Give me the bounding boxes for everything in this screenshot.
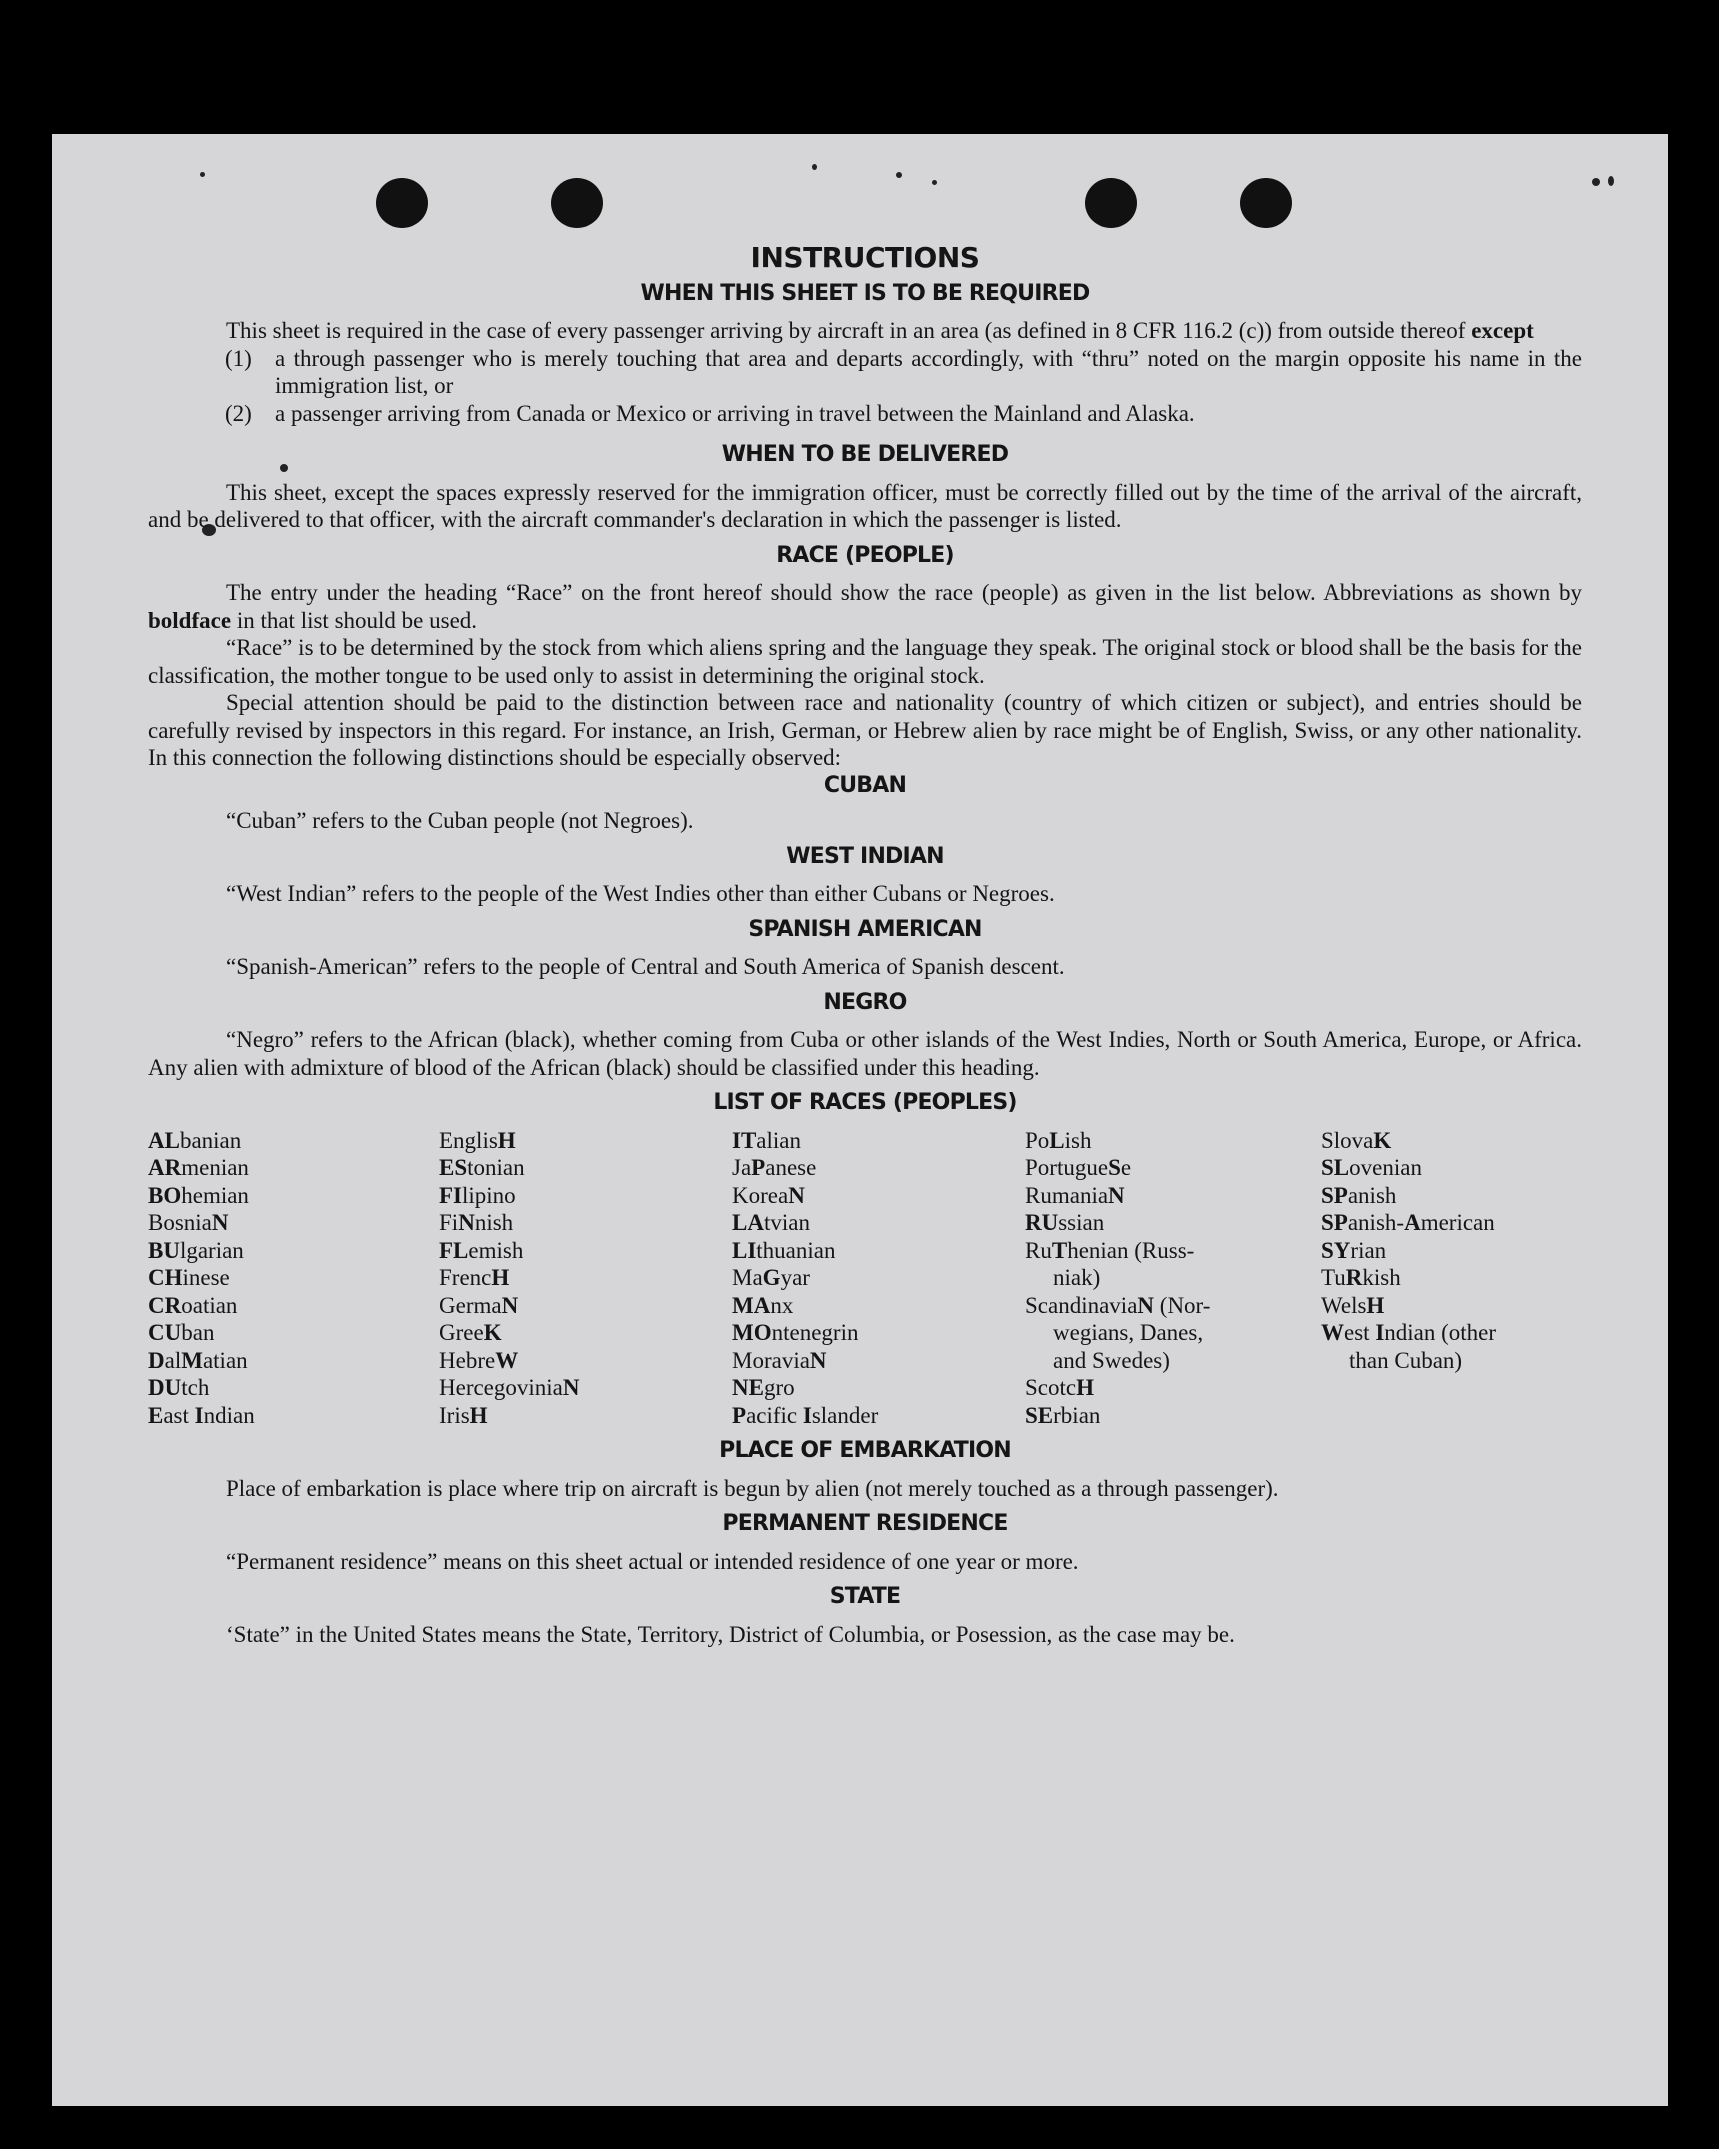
- race-abbrev: P: [732, 1402, 747, 1428]
- race-entry: [1321, 1127, 1585, 1155]
- race-text: Moravia: [732, 1347, 810, 1373]
- race-abbrev: MA: [732, 1292, 771, 1318]
- race-abbrev: LI: [732, 1237, 757, 1263]
- race-text: banian: [179, 1127, 242, 1153]
- race-abbrev: M: [181, 1347, 203, 1373]
- race-text: atian: [202, 1347, 248, 1373]
- ink-speck: [200, 172, 205, 177]
- race-text: Slova: [1321, 1127, 1374, 1153]
- race-entry: [1025, 1264, 1321, 1292]
- race-abbrev: N: [1108, 1182, 1125, 1208]
- paragraph: “Race” is to be determined by the stock from which aliens spring and the language they speak. The original stock or blood shall be the basis for the classification, the mother tongue to be used only to assist in determining the original stock.: [148, 635, 1582, 688]
- race-abbrev: AR: [148, 1155, 182, 1180]
- race-text: anish-: [1347, 1210, 1405, 1235]
- race-text: Tu: [1321, 1265, 1346, 1290]
- race-text: tvian: [763, 1210, 810, 1235]
- race-entry: [148, 1319, 439, 1347]
- race-entry: [148, 1374, 439, 1402]
- item-number: (1): [225, 345, 252, 371]
- race-entry: [1321, 1182, 1585, 1210]
- race-text: lipino: [462, 1182, 516, 1208]
- race-entry: [732, 1182, 1025, 1210]
- race-text: lgarian: [179, 1237, 244, 1263]
- race-entry: [732, 1209, 1025, 1237]
- race-entry: [148, 1127, 439, 1155]
- race-text: tonian: [467, 1155, 525, 1180]
- race-text: Germa: [439, 1292, 502, 1318]
- race-column: [732, 1127, 1025, 1430]
- race-entry: [439, 1209, 732, 1237]
- race-abbrev: R: [1345, 1265, 1363, 1290]
- race-entry: [732, 1127, 1025, 1155]
- race-list: [148, 1127, 1582, 1430]
- race-entry: [148, 1154, 439, 1182]
- race-text: Wels: [1321, 1292, 1367, 1318]
- race-text: than Cuban): [1349, 1347, 1463, 1373]
- ink-speck: [1608, 176, 1614, 186]
- race-entry: [1321, 1237, 1585, 1265]
- race-abbrev: ES: [439, 1155, 468, 1180]
- race-entry: [439, 1237, 732, 1265]
- paragraph: “Cuban” refers to the Cuban people (not Negroes).: [226, 808, 694, 833]
- race-text: Rumania: [1025, 1182, 1109, 1208]
- item-number: (2): [225, 400, 252, 426]
- race-entry: [1025, 1374, 1321, 1402]
- paragraph: “West Indian” refers to the people of the West Indies other than either Cubans or Negroes.: [226, 881, 1055, 906]
- race-text: ish: [1064, 1127, 1092, 1153]
- paragraph: ‘State” in the United States means the State, Territory, District of Columbia, or Posession, as the case may be.: [226, 1621, 1235, 1647]
- section-heading: RACE (PEOPLE): [776, 542, 954, 568]
- ink-speck: [812, 164, 817, 170]
- race-abbrev: P: [751, 1155, 766, 1180]
- ink-speck: [932, 180, 937, 185]
- race-entry: [148, 1292, 439, 1320]
- punch-hole: [376, 178, 428, 228]
- race-text: Frenc: [439, 1265, 492, 1290]
- race-text: ban: [181, 1320, 215, 1345]
- race-abbrev: CH: [148, 1265, 183, 1290]
- section-heading: WEST INDIAN: [786, 843, 944, 869]
- race-abbrev: H: [1076, 1375, 1094, 1400]
- race-entry: [148, 1347, 439, 1375]
- punch-hole: [551, 178, 603, 228]
- race-text: (Nor-: [1154, 1292, 1211, 1318]
- race-abbrev: W: [1321, 1320, 1344, 1345]
- race-entry: [1321, 1209, 1585, 1237]
- race-text: ovenian: [1349, 1155, 1422, 1180]
- paragraph: “Spanish-American” refers to the people of Central and South America of Spanish descent.: [226, 954, 1065, 979]
- race-abbrev: I: [1375, 1320, 1385, 1345]
- race-entry: [148, 1209, 439, 1237]
- race-entry: [732, 1347, 1025, 1375]
- race-abbrev: N: [211, 1210, 229, 1235]
- race-entry: [148, 1264, 439, 1292]
- race-text: gro: [763, 1375, 795, 1400]
- race-text: yar: [780, 1265, 810, 1290]
- section-heading: CUBAN: [823, 772, 907, 798]
- race-abbrev: BU: [148, 1237, 180, 1263]
- race-abbrev: H: [469, 1402, 488, 1428]
- race-abbrev: S: [1108, 1155, 1121, 1180]
- race-abbrev: DU: [148, 1375, 182, 1400]
- race-entry: [439, 1292, 732, 1320]
- race-text: e: [1120, 1155, 1132, 1180]
- race-abbrev: FL: [439, 1237, 469, 1263]
- race-abbrev: RU: [1025, 1210, 1059, 1235]
- race-text: menian: [181, 1155, 249, 1180]
- race-entry: [439, 1154, 732, 1182]
- race-abbrev: SP: [1321, 1182, 1348, 1208]
- race-abbrev: H: [491, 1265, 510, 1290]
- race-text: rian: [1350, 1237, 1387, 1263]
- race-text: ndian (other: [1384, 1320, 1497, 1345]
- race-entry: [439, 1402, 732, 1430]
- race-abbrev: W: [495, 1347, 519, 1373]
- race-entry: [1321, 1347, 1585, 1375]
- race-abbrev: G: [762, 1265, 781, 1290]
- race-text: oatian: [181, 1292, 238, 1318]
- race-text: Po: [1025, 1127, 1050, 1153]
- punch-hole: [1085, 178, 1137, 228]
- paragraph: [148, 579, 1582, 634]
- race-text: inese: [182, 1265, 230, 1290]
- race-entry: [1321, 1154, 1585, 1182]
- race-text: acific: [746, 1402, 803, 1428]
- race-entry: [1025, 1402, 1321, 1430]
- race-text: and Swedes): [1053, 1347, 1170, 1373]
- ink-speck: [1592, 178, 1600, 186]
- race-abbrev: IT: [732, 1127, 757, 1153]
- race-abbrev: N: [1137, 1292, 1155, 1318]
- race-text: emish: [468, 1237, 524, 1263]
- race-text: slander: [811, 1402, 879, 1428]
- race-abbrev: N: [458, 1210, 475, 1235]
- race-text: merican: [1420, 1210, 1495, 1235]
- race-entry: [1321, 1292, 1585, 1320]
- section-heading: WHEN THIS SHEET IS TO BE REQUIRED: [640, 280, 1090, 306]
- race-text: anish: [1347, 1182, 1397, 1208]
- document-sheet: [52, 134, 1668, 2106]
- paragraph: “Permanent residence” means on this sheet actual or intended residence of one year or more.: [226, 1548, 1079, 1574]
- list-item: [225, 345, 1582, 400]
- race-entry: [732, 1264, 1025, 1292]
- race-entry: [148, 1237, 439, 1265]
- race-text: kish: [1362, 1265, 1401, 1290]
- race-entry: [1025, 1182, 1321, 1210]
- race-entry: [1025, 1237, 1321, 1265]
- race-abbrev: E: [148, 1402, 164, 1428]
- race-text: Hebre: [439, 1347, 496, 1373]
- race-abbrev: N: [809, 1347, 827, 1373]
- race-text: Fi: [439, 1210, 459, 1235]
- race-abbrev: N: [562, 1375, 580, 1400]
- race-text: rbian: [1053, 1402, 1101, 1428]
- race-entry: [732, 1237, 1025, 1265]
- paragraph: “Negro” refers to the African (black), whether coming from Cuba or other islands of the West Indies, North or South America, Europe, or Africa. Any alien with admixture of blood of the African (black) should be classified under this heading.: [148, 1027, 1582, 1080]
- section-heading: NEGRO: [823, 989, 907, 1015]
- race-entry: [439, 1347, 732, 1375]
- race-text: henian (Russ-: [1067, 1237, 1195, 1263]
- race-text: ast: [163, 1402, 195, 1428]
- race-column: [439, 1127, 732, 1430]
- race-entry: [148, 1402, 439, 1430]
- race-text: Ma: [732, 1265, 763, 1290]
- race-column: [1025, 1127, 1321, 1430]
- race-abbrev: AL: [148, 1127, 180, 1153]
- race-text: tch: [181, 1375, 210, 1400]
- race-entry: [732, 1402, 1025, 1430]
- race-abbrev: D: [148, 1347, 165, 1373]
- race-abbrev: CU: [148, 1320, 182, 1345]
- race-abbrev: BO: [148, 1182, 182, 1208]
- race-text: Englis: [439, 1127, 498, 1153]
- punch-hole: [1240, 178, 1292, 228]
- race-abbrev: A: [1404, 1210, 1421, 1235]
- race-text: Ja: [732, 1155, 752, 1180]
- race-entry: [439, 1127, 732, 1155]
- race-text: nx: [770, 1292, 794, 1318]
- race-abbrev: H: [497, 1127, 516, 1153]
- instructions-text: [148, 241, 1582, 1648]
- paragraph-text: in that list should be used.: [231, 607, 478, 633]
- race-text: nish: [474, 1210, 514, 1235]
- race-abbrev: I: [802, 1402, 812, 1428]
- race-text: thuanian: [756, 1237, 836, 1263]
- paragraph: Place of embarkation is place where trip on aircraft is begun by alien (not merely touched as a through passenger).: [226, 1475, 1279, 1501]
- race-entry: [732, 1319, 1025, 1347]
- item-text: a passenger arriving from Canada or Mexico or arriving in travel between the Mainland and Alaska.: [275, 400, 1195, 426]
- race-abbrev: SE: [1025, 1402, 1054, 1428]
- emphasis-text: boldface: [148, 607, 232, 633]
- race-column: [1321, 1127, 1585, 1430]
- race-abbrev: H: [1366, 1292, 1385, 1318]
- race-abbrev: SY: [1321, 1237, 1351, 1263]
- race-abbrev: N: [501, 1292, 519, 1318]
- race-abbrev: K: [1373, 1127, 1392, 1153]
- paragraph: [148, 317, 1582, 345]
- section-heading: LIST OF RACES (PEOPLES): [713, 1090, 1017, 1115]
- race-abbrev: FI: [439, 1182, 462, 1208]
- race-text: Hercegovinia: [439, 1375, 563, 1400]
- race-text: ndian: [203, 1402, 255, 1428]
- paragraph: This sheet, except the spaces expressly reserved for the immigration officer, must be correctly filled out by the time of the arrival of the aircraft, and be delivered to that officer, with the aircraft commander's declaration in which the passenger is listed.: [148, 479, 1582, 532]
- race-entry: [732, 1154, 1025, 1182]
- paragraph: Special attention should be paid to the distinction between race and nationality (country of which citizen or subject), and entries should be carefully revised by inspectors in this regard. For instance, an Irish, German, or Hebrew alien by race might be of English, Swiss, or any other nationality. In this connection the following distinctions should be especially observed:: [148, 690, 1582, 770]
- race-entry: [439, 1264, 732, 1292]
- race-text: Scotc: [1025, 1375, 1077, 1400]
- race-entry: [439, 1182, 732, 1210]
- race-text: wegians, Danes,: [1053, 1320, 1204, 1345]
- race-entry: [1321, 1319, 1585, 1347]
- race-text: anese: [765, 1155, 817, 1180]
- section-heading: SPANISH AMERICAN: [748, 916, 982, 942]
- race-text: Bosnia: [148, 1210, 212, 1235]
- race-text: alian: [756, 1127, 801, 1153]
- race-abbrev: CR: [148, 1292, 182, 1318]
- race-text: ntenegrin: [771, 1320, 859, 1345]
- race-entry: [439, 1319, 732, 1347]
- race-text: ssian: [1058, 1210, 1105, 1235]
- item-text: a through passenger who is merely touching that area and departs accordingly, with “thru” noted on the margin opposite his name in the immigration list, or: [275, 345, 1582, 398]
- section-heading: STATE: [829, 1584, 901, 1609]
- race-entry: [1025, 1292, 1321, 1320]
- section-heading: PERMANENT RESIDENCE: [722, 1511, 1008, 1536]
- race-text: Iris: [439, 1402, 470, 1428]
- race-entry: [1025, 1319, 1321, 1347]
- race-column: [148, 1127, 439, 1430]
- race-abbrev: K: [483, 1320, 502, 1345]
- race-entry: [1025, 1127, 1321, 1155]
- race-text: niak): [1053, 1265, 1101, 1290]
- race-entry: [439, 1374, 732, 1402]
- race-entry: [732, 1292, 1025, 1320]
- race-abbrev: LA: [732, 1210, 764, 1235]
- race-text: Scandinavia: [1025, 1292, 1138, 1318]
- race-text: Ru: [1025, 1237, 1052, 1263]
- race-text: hemian: [181, 1182, 249, 1208]
- race-text: Korea: [732, 1182, 789, 1208]
- race-text: Portugue: [1025, 1155, 1109, 1180]
- section-heading: PLACE OF EMBARKATION: [719, 1438, 1011, 1463]
- race-entry: [1025, 1209, 1321, 1237]
- race-entry: [1321, 1264, 1585, 1292]
- race-text: est: [1344, 1320, 1376, 1345]
- race-text: al: [164, 1347, 182, 1373]
- race-entry: [1025, 1347, 1321, 1375]
- section-heading: WHEN TO BE DELIVERED: [721, 442, 1009, 467]
- race-text: Gree: [439, 1320, 484, 1345]
- page-title: INSTRUCTIONS: [750, 241, 980, 274]
- race-entry: [1025, 1154, 1321, 1182]
- emphasis-text: except: [1471, 318, 1534, 343]
- race-abbrev: MO: [732, 1320, 772, 1345]
- race-entry: [148, 1182, 439, 1210]
- paragraph-text: This sheet is required in the case of every passenger arriving by aircraft in an area (as defined in 8 CFR 116.2 (c)) from outside thereof: [226, 318, 1472, 343]
- race-abbrev: NE: [732, 1375, 764, 1400]
- list-item: [225, 400, 1582, 428]
- race-abbrev: SL: [1321, 1155, 1350, 1180]
- paragraph-text: The entry under the heading “Race” on the front hereof should show the race (people) as given in the list below. Abbreviations as shown by: [226, 580, 1582, 605]
- race-abbrev: I: [194, 1402, 204, 1428]
- ink-speck: [896, 172, 902, 178]
- race-entry: [732, 1374, 1025, 1402]
- race-abbrev: T: [1051, 1237, 1068, 1263]
- race-abbrev: N: [788, 1182, 805, 1208]
- race-abbrev: SP: [1321, 1210, 1348, 1235]
- race-abbrev: L: [1049, 1127, 1065, 1153]
